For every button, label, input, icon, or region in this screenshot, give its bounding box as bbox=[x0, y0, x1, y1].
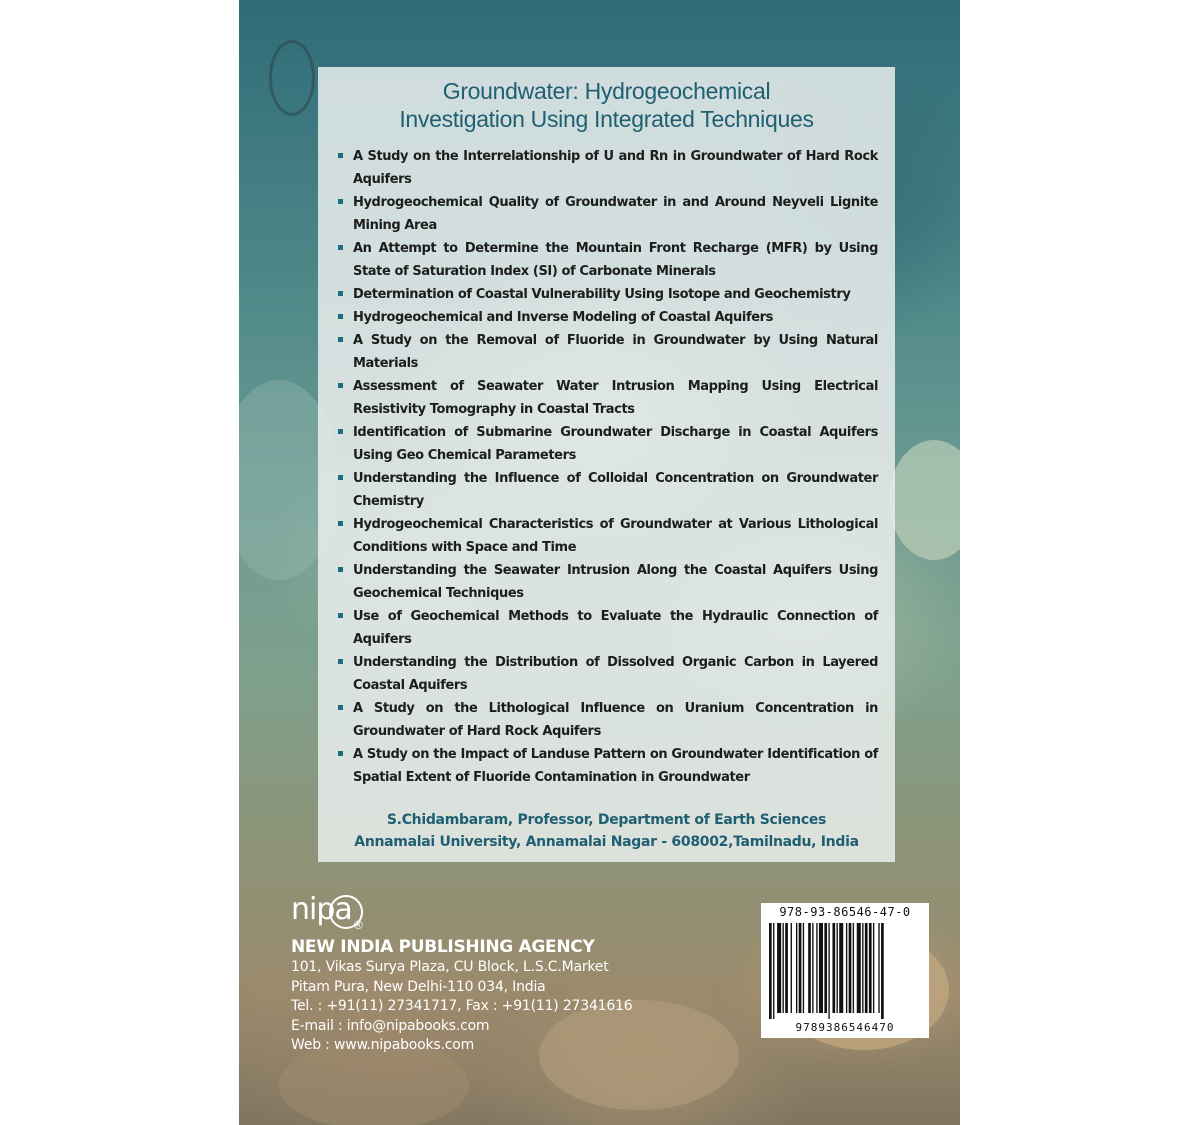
chapter-title: Use of Geochemical Methods to Evaluate the Hydraulic Connection of Aquifers bbox=[353, 609, 878, 647]
bullet-icon bbox=[338, 153, 343, 158]
barcode-bar bbox=[796, 923, 797, 1013]
barcode-bar bbox=[816, 923, 817, 1013]
bullet-icon bbox=[338, 199, 343, 204]
list-item bbox=[334, 191, 878, 237]
author-affiliation-line: S.Chidambaram, Professor, Department of Earth Sciences bbox=[386, 812, 827, 828]
barcode-bar bbox=[824, 923, 827, 1013]
barcode-bar bbox=[873, 923, 874, 1013]
list-item bbox=[334, 743, 878, 789]
barcode-bar bbox=[839, 923, 843, 1013]
bullet-icon bbox=[338, 245, 343, 250]
barcode-bar bbox=[857, 923, 861, 1013]
chapter-title: Hydrogeochemical Quality of Groundwater in and Around Neyveli Lignite Mining Area bbox=[353, 195, 878, 233]
book-back-cover bbox=[239, 0, 960, 1125]
bullet-icon bbox=[338, 383, 343, 388]
chapter-title: Hydrogeochemical and Inverse Modeling of Coastal Aquifers bbox=[353, 310, 773, 325]
chapter-title: Identification of Submarine Groundwater Discharge in Coastal Aquifers Using Geo Chemical Parameters bbox=[353, 425, 878, 463]
barcode-bar bbox=[819, 923, 823, 1013]
publisher-block bbox=[291, 890, 632, 1056]
list-item bbox=[334, 421, 878, 467]
barcode-bar bbox=[846, 923, 847, 1013]
list-item bbox=[334, 329, 878, 375]
rock-decoration bbox=[269, 40, 315, 116]
chapter-title: A Study on the Lithological Influence on Uranium Concentration in Groundwater of Hard Rock Aquifers bbox=[353, 701, 878, 739]
list-item bbox=[334, 697, 878, 743]
barcode-bar bbox=[785, 923, 788, 1013]
title-line: Groundwater: Hydrogeochemical bbox=[442, 78, 771, 104]
barcode-bar bbox=[849, 923, 852, 1013]
contents-list bbox=[334, 145, 878, 789]
barcode-bar bbox=[791, 923, 792, 1013]
list-item bbox=[334, 375, 878, 421]
bullet-icon bbox=[338, 475, 343, 480]
chapter-title: Hydrogeochemical Characteristics of Groundwater at Various Lithological Conditions with Space and Time bbox=[353, 517, 878, 555]
ean-digits: 9789386546470 bbox=[795, 1021, 895, 1034]
barcode-bar bbox=[773, 923, 774, 1019]
bullet-icon bbox=[338, 613, 343, 618]
address-line: 101, Vikas Surya Plaza, CU Block, L.S.C.Market bbox=[291, 959, 609, 975]
barcode-bar bbox=[808, 923, 811, 1013]
list-item bbox=[334, 283, 878, 306]
barcode-bar bbox=[783, 923, 784, 1013]
barcode-bar bbox=[769, 923, 772, 1019]
list-item bbox=[334, 306, 878, 329]
publisher-name: NEW INDIA PUBLISHING AGENCY bbox=[291, 937, 595, 957]
chapter-title: A Study on the Interrelationship of U and Rn in Groundwater of Hard Rock Aquifers bbox=[353, 149, 878, 187]
bullet-icon bbox=[338, 659, 343, 664]
bullet-icon bbox=[338, 291, 343, 296]
list-item bbox=[334, 605, 878, 651]
logo-text: nipa bbox=[291, 892, 352, 927]
bullet-icon bbox=[338, 521, 343, 526]
barcode-bar bbox=[881, 923, 884, 1019]
barcode-bar bbox=[878, 923, 879, 1013]
contents-panel bbox=[318, 67, 895, 862]
list-item bbox=[334, 237, 878, 283]
chapter-title: A Study on the Impact of Landuse Pattern on Groundwater Identification of Spatial Extent of Fluoride Contamination in Groundwater bbox=[353, 747, 878, 785]
barcode-bar bbox=[812, 923, 813, 1013]
author-address-line: Annamalai University, Annamalai Nagar - 608002,Tamilnadu, India bbox=[354, 834, 859, 850]
bullet-icon bbox=[338, 429, 343, 434]
title-line: Investigation Using Integrated Techniques bbox=[399, 106, 814, 132]
registered-mark: ® bbox=[354, 918, 363, 932]
chapter-title: Understanding the Distribution of Dissolved Organic Carbon in Layered Coastal Aquifers bbox=[353, 655, 878, 693]
barcode-bar bbox=[869, 923, 872, 1013]
bullet-icon bbox=[338, 567, 343, 572]
chapter-title: Understanding the Seawater Intrusion Along the Coastal Aquifers Using Geochemical Techniques bbox=[353, 563, 878, 601]
list-item bbox=[334, 145, 878, 191]
list-item bbox=[334, 513, 878, 559]
barcode-bar bbox=[803, 923, 804, 1013]
barcode-bar bbox=[832, 923, 835, 1013]
barcode-bar bbox=[828, 923, 829, 1019]
barcode-bar bbox=[799, 923, 802, 1013]
barcode-bar bbox=[862, 923, 863, 1013]
barcode-bar bbox=[853, 923, 854, 1013]
barcode-bar bbox=[837, 923, 838, 1013]
list-item bbox=[334, 467, 878, 513]
rock-decoration bbox=[889, 440, 960, 560]
chapter-title: A Study on the Removal of Fluoride in Groundwater by Using Natural Materials bbox=[353, 333, 878, 371]
publisher-logo bbox=[291, 890, 371, 936]
address-line: Pitam Pura, New Delhi-110 034, India bbox=[291, 978, 546, 995]
bullet-icon bbox=[338, 705, 343, 710]
website-line: Web : www.nipabooks.com bbox=[291, 1037, 475, 1053]
chapter-title: Understanding the Influence of Colloidal Concentration on Groundwater Chemistry bbox=[353, 471, 878, 509]
chapter-title: Assessment of Seawater Water Intrusion Mapping Using Electrical Resistivity Tomography in Coastal Tracts bbox=[353, 379, 878, 417]
barcode-bar bbox=[777, 923, 781, 1013]
chapter-title: Determination of Coastal Vulnerability Using Isotope and Geochemistry bbox=[353, 287, 851, 302]
bullet-icon bbox=[338, 314, 343, 319]
phone-line: Tel. : +91(11) 27341717, Fax : +91(11) 27341616 bbox=[291, 998, 633, 1014]
barcode-bar bbox=[865, 923, 868, 1013]
isbn-text: 978-93-86546-47-0 bbox=[779, 905, 911, 919]
author-block bbox=[318, 809, 895, 853]
list-item bbox=[334, 559, 878, 605]
bullet-icon bbox=[338, 751, 343, 756]
chapter-title: An Attempt to Determine the Mountain Front Recharge (MFR) by Using State of Saturation Index (SI) of Carbonate Minerals bbox=[353, 241, 878, 279]
bullet-icon bbox=[338, 337, 343, 342]
isbn-barcode bbox=[761, 903, 929, 1038]
email-line: E-mail : info@nipabooks.com bbox=[291, 1017, 490, 1034]
list-item bbox=[334, 651, 878, 697]
book-title bbox=[318, 77, 895, 133]
barcode-icon bbox=[769, 923, 921, 1019]
